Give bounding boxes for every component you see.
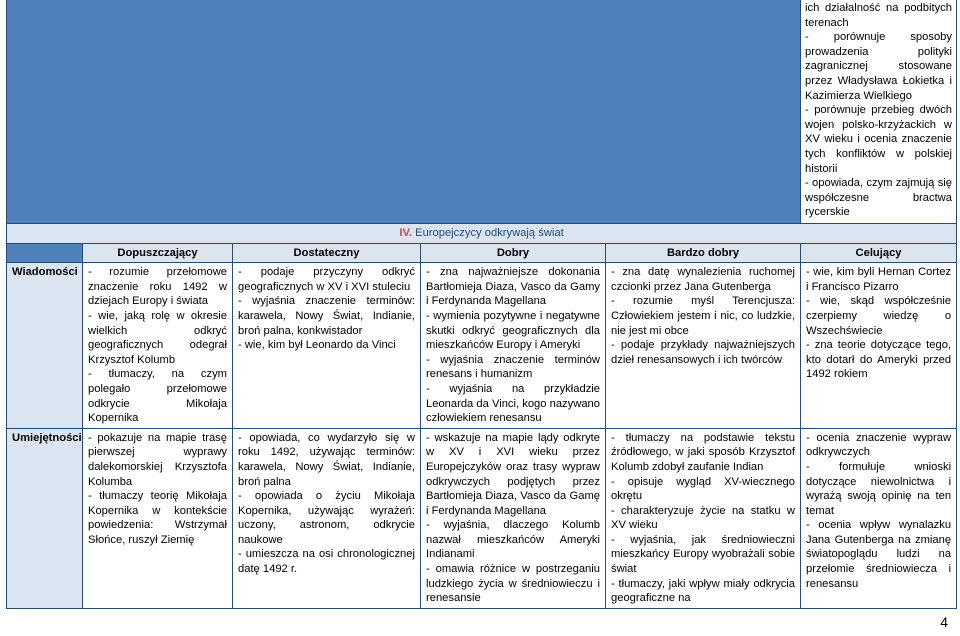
continuation-line: - opowiada, czym zajmują się współczesne bractwa rycerskie — [805, 177, 952, 219]
column-header: Dobry — [421, 243, 606, 263]
table-cell — [606, 428, 801, 608]
cell-line: - podaje przykłady najważniejszych dzieł renesansowych i ich twórców — [611, 339, 795, 366]
section-title-row — [7, 224, 957, 244]
table-cell — [606, 263, 801, 429]
cell-line: - wie, jaką rolę w okresie wielkich odkryć geograficznych odegrał Krzysztof Kolumb — [88, 309, 227, 366]
cell-line: - podaje przyczyny odkryć geograficznych w XV i XVI stuleciu — [238, 266, 415, 293]
cell-line: - wyjaśnia, jak średniowieczni mieszkańcy Europy wyobrażali sobie świat — [611, 533, 795, 576]
corner-cell — [7, 243, 83, 263]
cell-line: - tłumaczy, jaki wpływ miały odkrycia geograficzne na — [611, 577, 795, 605]
cell-line: - opowiada, co wydarzyło się w roku 1492, używając terminów: karawela, Nowy Świat, Indianie, broń palna — [238, 431, 415, 488]
continuation-table — [6, 0, 957, 225]
cell-line: - omawia różnice w postrzeganiu ludzkiego życia w średniowieczu i renesansie — [426, 563, 600, 605]
row-header: Umiejętności — [7, 428, 83, 608]
cell-line: - rozumie przełomowe znaczenie roku 1492 w dziejach Europy i świata — [88, 266, 227, 308]
cell-line: - tłumaczy teorię Mikołaja Kopernika w kontekście powiedzenia: Wstrzymał Słońce, ruszył Ziemię — [88, 490, 227, 546]
cell-line: - ocenia wpływ wynalazku Jana Gutenberga na zmianę światopoglądu ludzi na przełomie średniowiecza i renesansu — [806, 519, 952, 590]
table-row — [7, 263, 957, 429]
cell-line: - wie, kim byli Hernan Cortez i Francisco Pizarro — [806, 266, 952, 293]
table-cell — [801, 263, 957, 429]
column-header: Celujący — [801, 243, 957, 263]
cell-line: - opisuje wygląd XV-wiecznego okrętu — [611, 475, 795, 503]
column-header: Bardzo dobry — [606, 243, 801, 263]
cell-line: - zna teorie dotyczące tego, kto dotarł do Ameryki przed 1492 rokiem — [806, 339, 952, 381]
cell-line: - zna najważniejsze dokonania Bartłomieja Diaza, Vasco da Gamy i Ferdynanda Magellana — [426, 266, 600, 308]
requirements-table — [6, 223, 957, 609]
cell-line: - pokazuje na mapie trasę pierwszej wyprawy dalekomorskiej Krzysztofa Kolumba — [88, 431, 227, 488]
cell-line: - wyjaśnia na przykładzie Leonarda da Vinci, kogo nazywano człowiekiem renesansu — [426, 382, 600, 425]
cell-line: - wyjaśnia znaczenie terminów: karawela, Nowy Świat, Indianie, broń palna, konkwistador — [238, 295, 415, 337]
section-heading: Europejczycy odkrywają świat — [415, 227, 564, 239]
cell-line: - formułuje wnioski dotyczące niewolnictwa i wyrażą swoją opinię na ten temat — [806, 460, 952, 517]
table-cell — [801, 428, 957, 608]
cell-line: - charakteryzuje życie na statku w XV wieku — [611, 504, 795, 532]
cell-line: - tłumaczy, na czym polegało przełomowe odkrycie Mikołaja Kopernika — [88, 368, 227, 425]
section-number: IV. — [399, 227, 412, 239]
cell-line: - tłumaczy na podstawie tekstu źródłowego, w jaki sposób Krzysztof Kolumb zdobył zaufanie Indian — [611, 431, 795, 473]
table-cell — [83, 263, 233, 429]
continuation-row — [7, 0, 957, 225]
table-row — [7, 428, 957, 608]
cell-line: - wyjaśnia znaczenie terminów renesans i humanizm — [426, 353, 600, 381]
continuation-line: - porównuje sposoby prowadzenia polityki zagranicznej stosowane przez Władysława Łokietka i Kazimierza Wielkiego — [805, 31, 952, 102]
continuation-empty-cell — [7, 0, 801, 225]
table-cell — [421, 428, 606, 608]
column-header: Dostateczny — [233, 243, 421, 263]
table-cell — [421, 263, 606, 429]
table-cell — [233, 263, 421, 429]
continuation-line: ich działalność na podbitych terenach — [805, 2, 952, 29]
cell-line: - wie, kim był Leonardo da Vinci — [238, 339, 396, 352]
row-header: Wiadomości — [7, 263, 83, 429]
column-header: Dopuszczający — [83, 243, 233, 263]
cell-line: - opowiada o życiu Mikołaja Kopernika, używając wyrażeń: uczony, astronom, odkrycie naukowe — [238, 490, 415, 546]
table-cell — [83, 428, 233, 608]
cell-line: - wskazuje na mapie lądy odkryte w XV i XVI wieku przez Europejczyków oraz trasy wypraw odkrywczych podjętych przez Bartłomieja Diaza, Vasco da Gamę i Ferdynanda Magellana — [426, 431, 600, 517]
cell-line: - rozumie myśl Terencjusza: Człowiekiem jestem i nic, co ludzkie, nie jest mi obce — [611, 295, 795, 337]
cell-line: - wyjaśnia, dlaczego Kolumb nazwał mieszkańców Ameryki Indianami — [426, 519, 600, 561]
cell-line: - zna datę wynalezienia ruchomej czcionki przez Jana Gutenberga — [611, 266, 795, 293]
column-header-row — [7, 243, 957, 263]
section-title — [7, 224, 957, 244]
cell-line: - wymienia pozytywne i negatywne skutki odkryć geograficznych dla mieszkańców Europy i Ameryki — [426, 309, 600, 352]
continuation-cell — [801, 0, 957, 225]
continuation-line: - porównuje przebieg dwóch wojen polsko-krzyżackich w XV wieku i ocenia znaczenie tych konfliktów w polskiej historii — [805, 104, 952, 175]
page-number: 4 — [940, 614, 948, 631]
cell-line: - umieszcza na osi chronologicznej datę 1492 r. — [238, 548, 415, 576]
table-cell — [233, 428, 421, 608]
cell-line: - ocenia znaczenie wypraw odkrywczych — [806, 431, 952, 459]
cell-line: - wie, skąd współcześnie czerpiemy wiedzę o Wszechświecie — [806, 295, 952, 337]
